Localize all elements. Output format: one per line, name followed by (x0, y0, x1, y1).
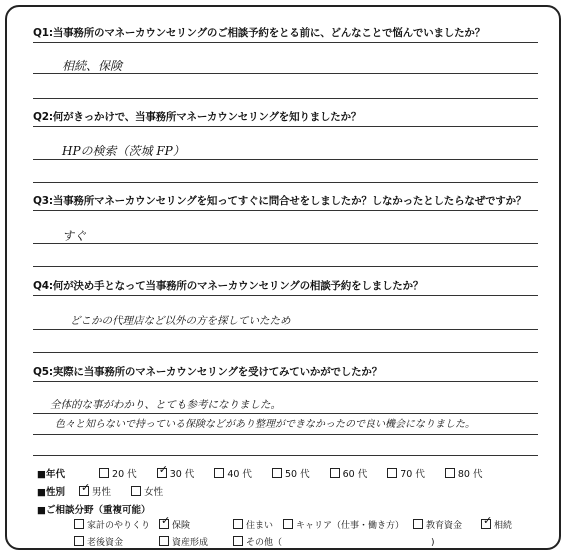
other-close-paren: ) (431, 538, 435, 548)
answer-line (33, 413, 538, 414)
question-5-answer-line-1: 全体的な事がわかり、とても参考になりました。 (50, 399, 281, 411)
check-mark-icon: ✓ (483, 514, 493, 527)
checkbox[interactable] (330, 468, 340, 478)
checkbox[interactable] (481, 514, 493, 529)
checkbox[interactable] (79, 481, 91, 496)
answer-line (33, 455, 538, 456)
question-4-label: Q4:何が決め手となって当事務所のマネーカウンセリングの相談予約をしましたか？ (33, 280, 424, 292)
field-option-career[interactable]: キャリア（仕事・働き方） (283, 518, 413, 531)
checkbox[interactable] (131, 486, 141, 496)
question-5-label: Q5:実際に当事務所のマネーカウンセリングを受けてみていかがでしたか？ (33, 366, 383, 378)
fields-row-1 (74, 514, 513, 531)
age-option-50[interactable]: 50 代 (272, 469, 310, 480)
gender-label: ■性別 (37, 487, 65, 498)
answer-line (33, 126, 538, 127)
answer-line (33, 352, 538, 353)
answer-line (33, 329, 538, 330)
answer-line (33, 243, 538, 244)
question-4-answer: どこかの代理店など以外の方を探していたため (70, 315, 291, 327)
question-3-label: Q3:当事務所マネーカウンセリングを知ってすぐに問合せをしましたか？しなかったとしたらなぜですか？ (33, 195, 527, 207)
check-mark-icon: ✓ (81, 481, 91, 494)
answer-line (33, 182, 538, 183)
checkbox[interactable] (214, 468, 224, 478)
question-2-label: Q2:何がきっかけで、当事務所マネーカウンセリングを知りましたか？ (33, 111, 362, 123)
age-option-20[interactable]: 20 代 (99, 469, 137, 480)
answer-line (33, 210, 538, 211)
checkbox[interactable] (233, 519, 243, 529)
question-1-label: Q1:当事務所のマネーカウンセリングのご相談予約をとる前に、どんなことで悩んでいましたか？ (33, 27, 486, 39)
field-option-other[interactable]: その他（ (233, 535, 431, 548)
answer-line (33, 98, 538, 99)
field-option-insurance[interactable]: ✓ 保険 (161, 514, 191, 531)
checkbox[interactable] (159, 536, 169, 546)
fields-label: ■ご相談分野（重複可能） (37, 505, 151, 516)
checkbox[interactable] (74, 519, 84, 529)
answer-line (33, 266, 538, 267)
field-option-education[interactable]: 教育資金 (413, 518, 481, 531)
field-option-inheritance[interactable]: ✓ 相続 (483, 514, 513, 531)
age-option-40[interactable]: 40 代 (214, 469, 252, 480)
age-option-60[interactable]: 60 代 (330, 469, 368, 480)
answer-line (33, 159, 538, 160)
age-row (37, 463, 483, 480)
question-2-answer: HPの検索（茨城 FP） (62, 144, 185, 158)
field-option-household[interactable]: 家計のやりくり (74, 518, 159, 531)
field-option-housing[interactable]: 住まい (233, 518, 283, 531)
answer-line (33, 42, 538, 43)
checkbox[interactable] (233, 536, 243, 546)
age-option-80[interactable]: 80 代 (445, 469, 483, 480)
checkbox[interactable] (445, 468, 455, 478)
age-label: ■年代 (37, 469, 65, 480)
gender-row (37, 481, 164, 498)
check-mark-icon: ✓ (158, 463, 168, 476)
answer-line (33, 434, 538, 435)
checkbox[interactable] (74, 536, 84, 546)
fields-label-row (37, 502, 150, 516)
checkbox[interactable] (283, 519, 293, 529)
age-option-30[interactable]: ✓ 30 代 (158, 463, 195, 480)
checkbox[interactable] (272, 468, 282, 478)
gender-option-female[interactable]: 女性 (131, 487, 163, 498)
fields-row-2 (74, 535, 435, 548)
question-1-answer: 相続、保険 (62, 59, 123, 73)
age-option-70[interactable]: 70 代 (387, 469, 425, 480)
checkbox[interactable] (157, 463, 168, 478)
field-option-asset-building[interactable]: 資産形成 (159, 535, 233, 548)
check-mark-icon: ✓ (161, 514, 171, 527)
answer-line (33, 73, 538, 74)
checkbox[interactable] (413, 519, 423, 529)
answer-line (33, 295, 538, 296)
answer-line (33, 381, 538, 382)
checkbox[interactable] (387, 468, 397, 478)
field-option-retirement[interactable]: 老後資金 (74, 535, 159, 548)
gender-option-male[interactable]: ✓ 男性 (81, 481, 112, 498)
question-3-answer: すぐ (62, 229, 87, 243)
checkbox[interactable] (99, 468, 109, 478)
question-5-answer-line-2: 色々と知らないで持っている保険などがあり整理ができなかったので良い機会になりました。 (55, 419, 475, 430)
checkbox[interactable] (159, 514, 171, 529)
